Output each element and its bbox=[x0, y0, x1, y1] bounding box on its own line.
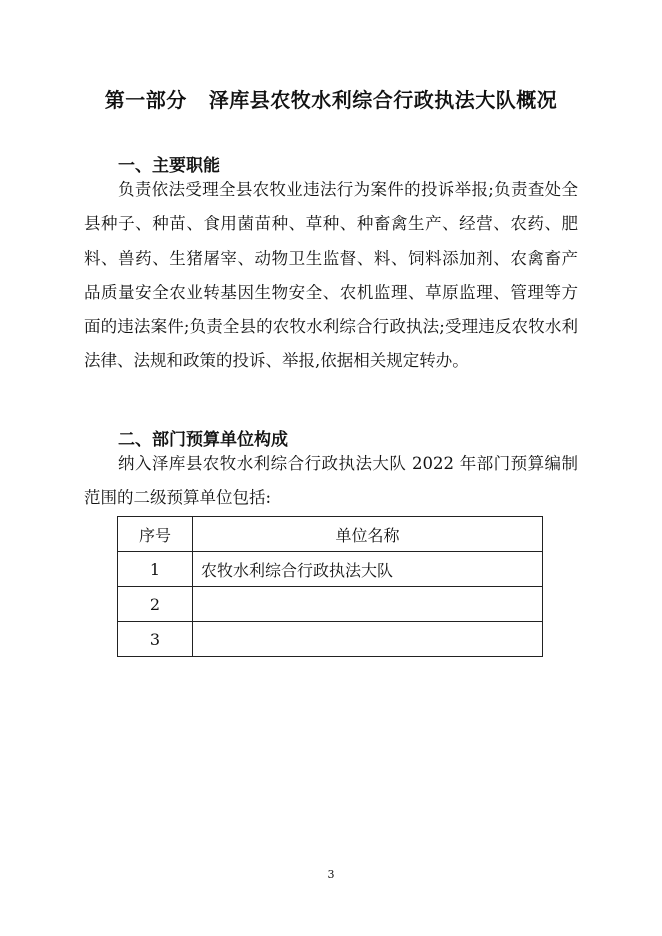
page-title bbox=[0, 84, 662, 113]
budget-units-paragraph: 纳入泽库县农牧水利综合行政执法大队 2022 年部门预算编制范围的二级预算单位包括: bbox=[84, 454, 578, 508]
page-number: 3 bbox=[327, 868, 335, 881]
section-heading-main-functions: 一、主要职能 bbox=[118, 156, 220, 176]
table-header-index: 序号 bbox=[118, 517, 193, 552]
table-cell-index: 1 bbox=[118, 552, 193, 587]
section-heading-budget-units: 二、部门预算单位构成 bbox=[118, 430, 288, 450]
main-functions-paragraph: 负责依法受理全县农牧业违法行为案件的投诉举报;负责查处全县种子、种苗、食用菌苗种、草种、种畜禽生产、经营、农药、肥料、兽药、生猪屠宰、动物卫生监督、料、饲料添加剂、农禽畜产品质量安全农业转基因生物安全、农机监理、草原监理、管理等方面的违法案件;负责全县的农牧水利综合行政执法;受理违反农牧水利法律、法规和政策的投诉、举报,依据相关规定转办。 bbox=[84, 180, 578, 371]
table-row bbox=[118, 587, 543, 622]
table-cell-unit-name bbox=[193, 622, 543, 657]
table-row bbox=[118, 552, 543, 587]
title-part-label: 第一部分 bbox=[104, 88, 187, 112]
table-cell-unit-name: 农牧水利综合行政执法大队 bbox=[193, 552, 543, 587]
budget-units-table bbox=[117, 516, 543, 657]
table-row bbox=[118, 622, 543, 657]
table-header-unit-name: 单位名称 bbox=[193, 517, 543, 552]
table-cell-index: 2 bbox=[118, 587, 193, 622]
title-unit-name: 泽库县农牧水利综合行政执法大队概况 bbox=[208, 88, 558, 112]
table-header-row bbox=[118, 517, 543, 552]
table-cell-index: 3 bbox=[118, 622, 193, 657]
table-cell-unit-name bbox=[193, 587, 543, 622]
